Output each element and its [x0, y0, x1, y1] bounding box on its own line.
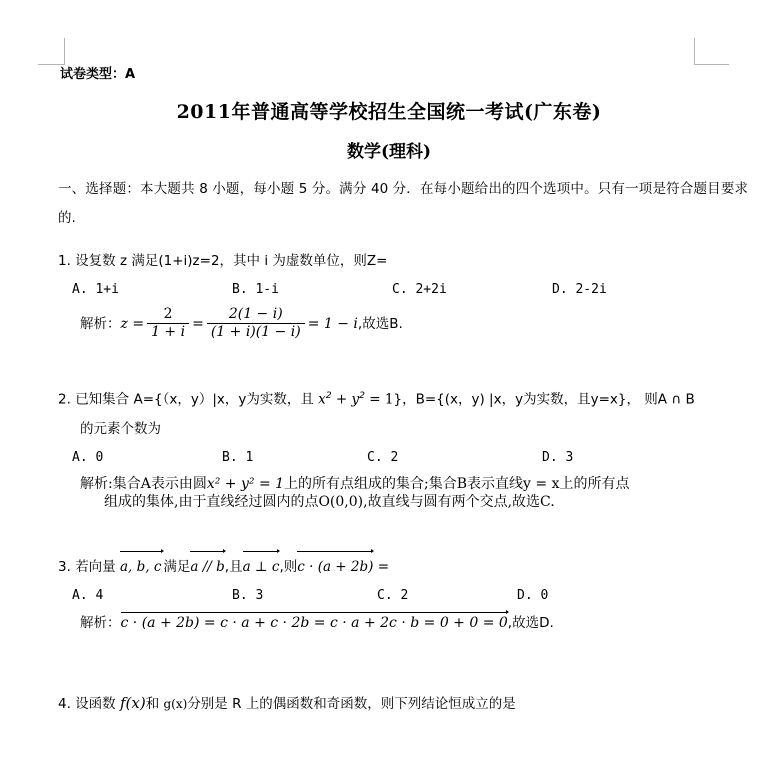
question-4-math-f: f(x): [119, 694, 146, 713]
question-1-number: 1.: [58, 253, 71, 269]
question-3-option-d[interactable]: D. 0: [517, 588, 549, 604]
question-2-option-b[interactable]: B. 1: [222, 449, 254, 465]
question-1-options: [58, 282, 748, 297]
question-2-math-x: x: [318, 391, 326, 408]
question-4-stem: [58, 689, 748, 719]
q3-sol-conclusion: ,故选D.: [507, 615, 554, 632]
equals-one: =: [192, 316, 204, 333]
question-4-number: 4.: [58, 696, 71, 713]
equals-two: = 1 − i: [307, 316, 358, 333]
question-3-relation-perp: a ⊥ c: [243, 552, 280, 582]
solution-label: 解析：: [80, 615, 121, 632]
fraction-one-denominator: 1 + i: [147, 323, 189, 341]
question-3-number: 3.: [58, 559, 71, 576]
question-2-math-y: + y: [331, 391, 360, 408]
q2-sol-text-a: 解析:集合A表示由圆: [80, 475, 207, 492]
question-2-option-a[interactable]: A. 0: [72, 449, 104, 465]
q2-sol-text-b: 上的所有点组成的集合;集合B表示直线y = x上的所有点: [284, 475, 630, 492]
fraction-two-denominator: (1 + i)(1 − i): [207, 323, 305, 341]
question-2-math-x-exp: 2: [325, 390, 332, 402]
question-1-solution: [58, 307, 748, 341]
question-3-suffix: ,则: [279, 559, 298, 576]
question-2-solution-line1: [80, 475, 748, 494]
crop-mark-top-left: [38, 38, 65, 65]
question-1-text: 设复数 z 满足(1+i)z=2，其中 i 为虚数单位，则Z=: [75, 253, 388, 269]
question-2-math-y-exp: 2: [359, 390, 366, 402]
question-1-option-c[interactable]: C. 2+2i: [392, 282, 447, 297]
question-2-solution-line2: 组成的集体,由于直线经过圆内的点O(0,0),故直线与圆有两个交点,故选C.: [104, 494, 555, 511]
spacer: [58, 341, 748, 367]
solution-lhs: z =: [120, 316, 145, 333]
question-1-option-a[interactable]: A. 1+i: [72, 282, 119, 297]
question-4-prefix: 设函数: [75, 696, 120, 713]
question-3-option-b[interactable]: B. 3: [232, 588, 264, 604]
paper-type-label: 试卷类型：A: [60, 67, 136, 82]
crop-mark-top-right: [694, 38, 729, 65]
question-3-relation-parallel: a // b: [190, 552, 224, 582]
spacer: [58, 512, 748, 538]
question-2-text-part2: }，B={(x，y) |x，y为实数，且y=x}， 则A ∩ B: [393, 391, 695, 408]
question-1-stem: [58, 247, 748, 276]
fraction-one-numerator: 2: [163, 306, 173, 322]
page-subtitle: 数学(理科): [346, 142, 432, 162]
question-1-option-d[interactable]: D. 2-2i: [552, 282, 607, 297]
question-3-option-c[interactable]: C. 2: [377, 588, 409, 604]
question-2-stem-line2: 的元素个数为: [80, 420, 161, 437]
question-3-prefix: 若向量: [75, 559, 120, 576]
question-3-expression: c · (a + 2b): [297, 552, 373, 582]
solution-conclusion: ,故选B.: [357, 316, 403, 333]
page-title: 2011年普通高等学校招生全国统一考试(广东卷): [176, 101, 602, 123]
fraction-one: [147, 306, 189, 340]
question-3-option-a[interactable]: A. 4: [72, 588, 104, 604]
question-2-options: [58, 450, 748, 465]
question-4-math-g: g(x): [163, 697, 188, 712]
question-4: [58, 689, 748, 719]
question-4-mid: 和: [145, 696, 164, 713]
question-2-math-eq: = 1: [365, 391, 394, 408]
question-2-number: 2.: [58, 391, 71, 408]
document-body: [58, 175, 748, 719]
spacer: [58, 659, 748, 675]
question-4-suffix: 分别是 R 上的偶函数和奇函数，则下列结论恒成立的是: [187, 696, 516, 713]
question-3: [58, 552, 748, 633]
question-1: [58, 247, 748, 341]
section-intro: 一、选择题：本大题共 8 小题，每小题 5 分。满分 40 分．在每小题给出的四个选项中。只有一项是符合题目要求的.: [58, 181, 748, 226]
q2-sol-math: x² + y² = 1: [206, 475, 285, 492]
spacer: [58, 633, 748, 659]
question-2-stem: [58, 381, 748, 415]
solution-label: 解析：: [80, 316, 121, 333]
question-2-option-c[interactable]: C. 2: [367, 449, 399, 465]
question-1-option-b[interactable]: B. 1-i: [232, 282, 279, 297]
question-3-vectors: a, b, c: [120, 552, 163, 582]
q3-sol-expression: c · (a + 2b) = c · a + c · 2b = c · a + 2c · b = 0 + 0 = 0: [120, 615, 508, 632]
question-2: [58, 381, 748, 512]
question-3-mid: 满足: [163, 559, 191, 576]
question-2-text-part1: 已知集合 A={（x，y）|x，y为实数，且: [75, 391, 319, 408]
question-2-option-d[interactable]: D. 3: [542, 449, 574, 465]
question-3-options: [58, 588, 748, 603]
question-2-solution: [58, 475, 748, 513]
question-3-solution: [58, 613, 748, 633]
question-3-stem: [58, 552, 748, 582]
fraction-two-numerator: 2(1 − i): [228, 306, 283, 322]
question-3-end: =: [373, 559, 390, 576]
question-3-mid2: ,且: [224, 559, 243, 576]
fraction-two: [207, 306, 305, 340]
